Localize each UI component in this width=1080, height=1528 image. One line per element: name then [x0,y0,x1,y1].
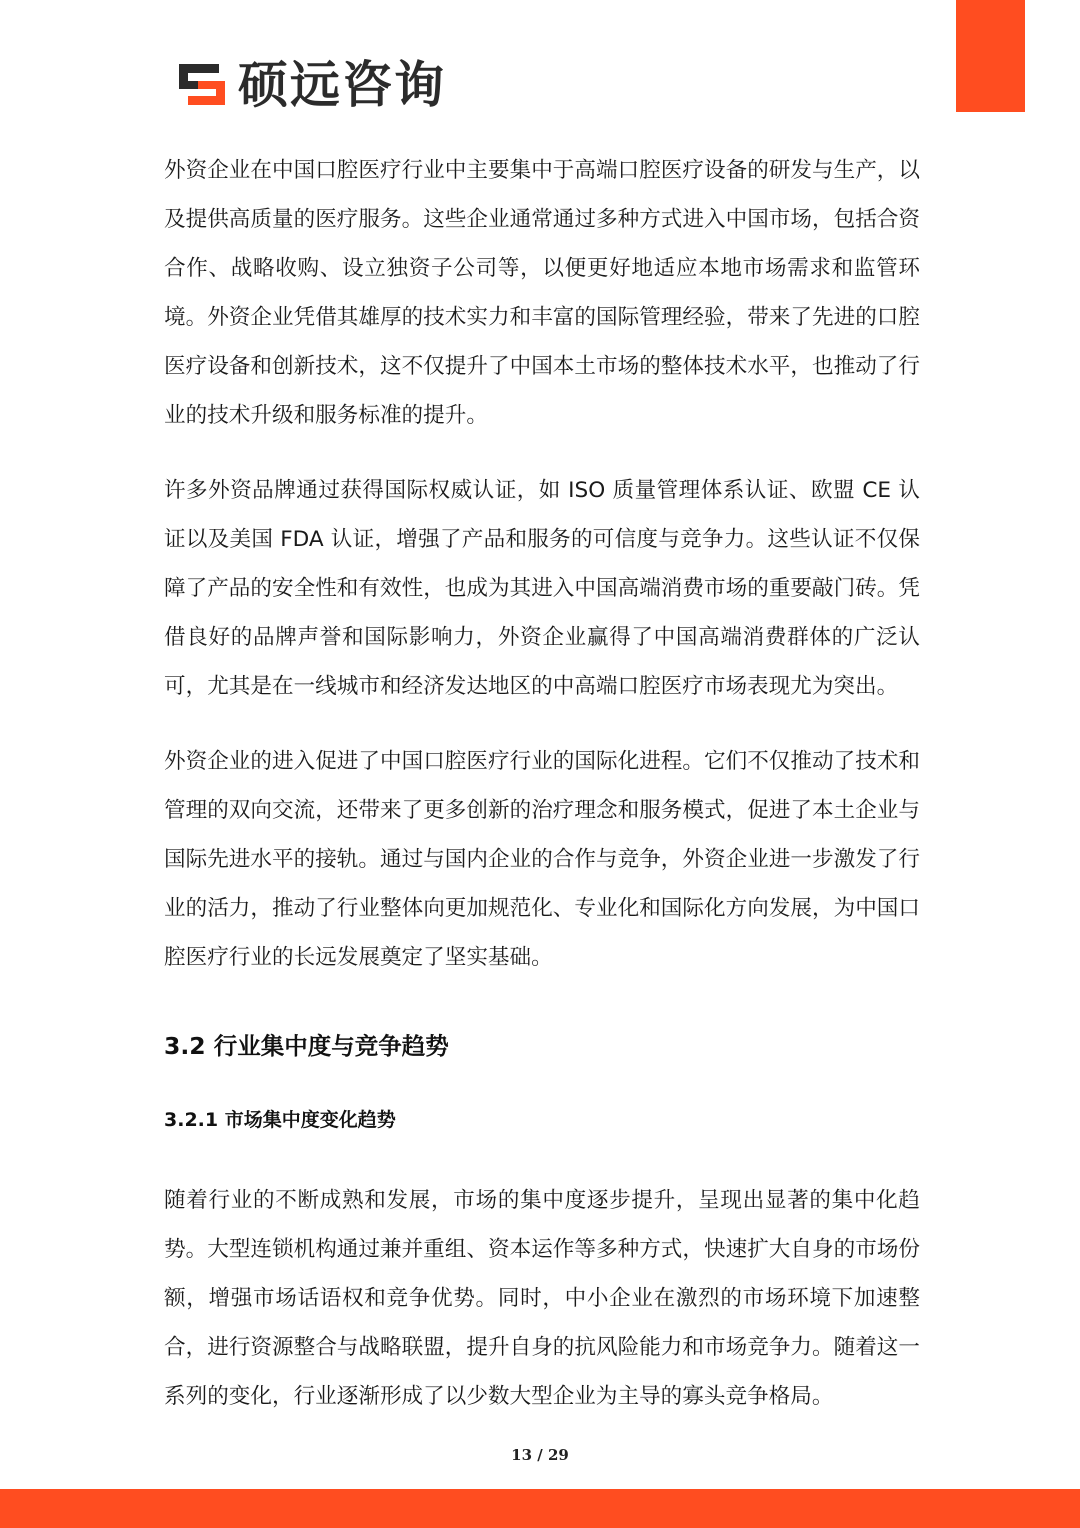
section-heading: 3.2 行业集中度与竞争趋势 [164,1032,449,1060]
logo-text: 硕远咨询 [238,56,446,114]
s-logo-icon [176,59,228,111]
paragraph: 随着行业的不断成熟和发展，市场的集中度逐步提升，呈现出显著的集中化趋势。大型连锁机构通过兼并重组、资本运作等多种方式，快速扩大自身的市场份额，增强市场话语权和竞争优势。同时，中小企业在激烈的市场环境下加速整合，进行资源整合与战略联盟，提升自身的抗风险能力和市场竞争力。随着这一系列的变化，行业逐渐形成了以少数大型企业为主导的寡头竞争格局。 [164,1188,920,1409]
page-number: 13 / 29 [511,1446,569,1464]
paragraph: 许多外资品牌通过获得国际权威认证，如 ISO 质量管理体系认证、欧盟 CE 认证以及美国 FDA 认证，增强了产品和服务的可信度与竞争力。这些认证不仅保障了产品的安全性和有效性，也成为其进入中国高端消费市场的重要敲门砖。凭借良好的品牌声誉和国际影响力，外资企业赢得了中国高端消费群体的广泛认可，尤其是在一线城市和经济发达地区的中高端口腔医疗市场表现尤为突出。 [164,478,920,699]
corner-accent-block [956,0,1025,112]
subsection-heading: 3.2.1 市场集中度变化趋势 [164,1109,396,1131]
footer-accent-bar [0,1489,1080,1528]
paragraph: 外资企业的进入促进了中国口腔医疗行业的国际化进程。它们不仅推动了技术和管理的双向交流，还带来了更多创新的治疗理念和服务模式，促进了本土企业与国际先进水平的接轨。通过与国内企业的合作与竞争，外资企业进一步激发了行业的活力，推动了行业整体向更加规范化、专业化和国际化方向发展，为中国口腔医疗行业的长远发展奠定了坚实基础。 [164,749,920,970]
company-logo [176,56,446,114]
paragraph: 外资企业在中国口腔医疗行业中主要集中于高端口腔医疗设备的研发与生产，以及提供高质量的医疗服务。这些企业通常通过多种方式进入中国市场，包括合资合作、战略收购、设立独资子公司等，以便更好地适应本地市场需求和监管环境。外资企业凭借其雄厚的技术实力和丰富的国际管理经验，带来了先进的口腔医疗设备和创新技术，这不仅提升了中国本土市场的整体技术水平，也推动了行业的技术升级和服务标准的提升。 [164,158,920,428]
document-body [164,146,920,1447]
